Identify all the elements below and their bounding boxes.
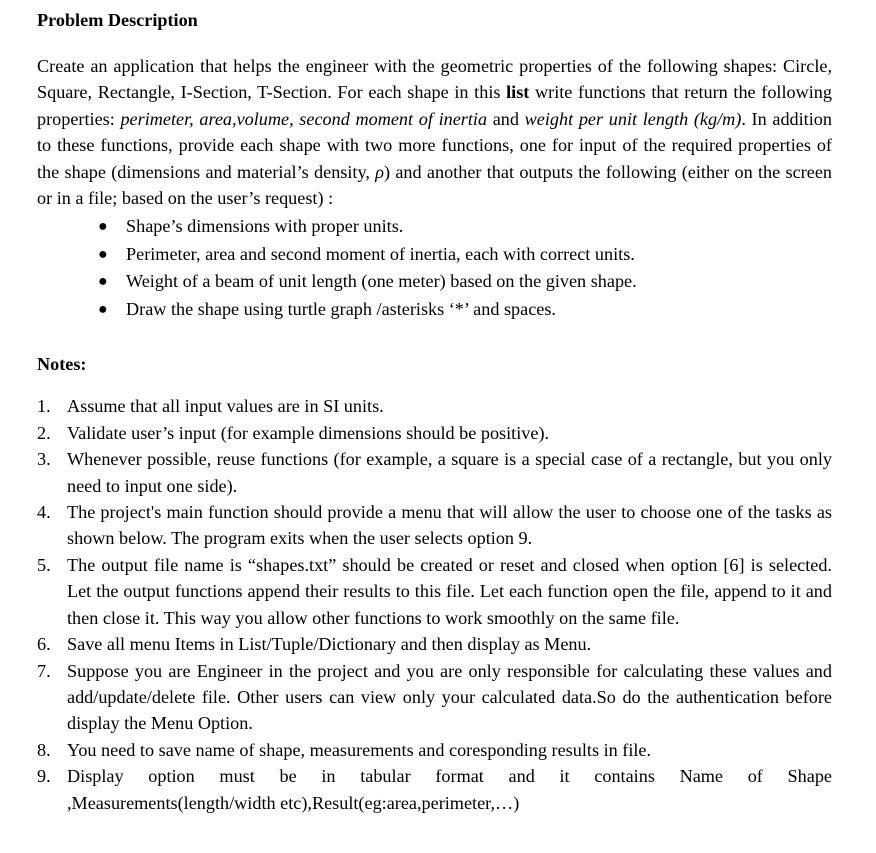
note-number: 4. [37,502,51,523]
note-number: 3. [37,449,51,470]
bullet-item [98,268,832,296]
note-item [37,499,832,552]
intro-text-5: ) and another that outputs the following (either on the screen or in a file; based on the user’s request) : [37,161,832,209]
intro-text-3: and [487,108,525,129]
note-number: 9. [37,766,51,787]
bullet-dot-icon: ● [98,245,108,263]
note-item [37,763,832,816]
bullet-item [98,241,832,269]
bullet-item [98,296,832,324]
note-number: 5. [37,554,51,575]
note-item [37,552,832,631]
note-text: The project's main function should provide a menu that will allow the user to choose one of the tasks as shown below. The program exits when the user selects option 9. [67,502,832,549]
note-item [37,393,832,419]
note-text: You need to save name of shape, measurements and coresponding results in file. [67,739,652,760]
note-item [37,658,832,737]
note-text: Save all menu Items in List/Tuple/Dictionary and then display as Menu. [67,634,592,655]
bullet-text: Shape’s dimensions with proper units. [126,216,404,237]
intro-bold-list: list [506,82,530,103]
note-item [37,631,832,657]
notes-list [37,393,832,816]
note-item [37,420,832,446]
note-text: Display option must be in tabular format and it contains Name of Shape [67,766,832,787]
notes-heading: Notes: [37,354,87,375]
note-number: 1. [37,396,51,417]
note-text: Validate user’s input (for example dimensions should be positive). [67,422,550,443]
intro-rho-symbol: ρ [375,161,384,182]
section-title: Problem Description [37,10,198,30]
note-number: 7. [37,660,51,681]
note-text-continuation: ,Measurements(length/width etc),Result(eg:area,perimeter,…) [67,792,520,813]
intro-paragraph [37,53,832,211]
note-number: 2. [37,422,51,443]
note-item [37,737,832,763]
bullet-dot-icon: ● [98,273,108,291]
bullet-dot-icon: ● [98,218,108,236]
bullet-text: Perimeter, area and second moment of inertia, each with correct units. [126,243,635,264]
note-text: Suppose you are Engineer in the project and you are only responsible for calculating these values and add/update/delete file. Other users can view only your calculated data.So do the authentication before display the Menu Option. [67,660,832,734]
output-bullet-list [37,213,832,323]
intro-text-4: . In addition to these functions, provide each shape with two more functions, one for input of the required properties of the shape (dimensions and material’s density, [37,108,832,182]
note-item [37,446,832,499]
note-text: Assume that all input values are in SI units. [67,396,384,417]
intro-text-1: Create an application that helps the engineer with the geometric properties of the following shapes: Circle, Square, Rectangle, I-Section, T-Section. For each shape in this [37,56,832,103]
note-text: The output file name is “shapes.txt” should be created or reset and closed when option [6] is selected. Let the output functions append their results to this file. Let each function open the file, append to it and then close it. This way you allow other functions to work smoothly on the same file. [67,554,832,628]
intro-text-2: write functions that return the following properties: [37,82,832,129]
note-number: 6. [37,634,51,655]
bullet-dot-icon: ● [98,300,108,318]
intro-italic-weight: weight per unit length (kg/m) [524,108,742,129]
note-text: Whenever possible, reuse functions (for example, a square is a special case of a rectangle, but you only need to input one side). [67,449,832,496]
intro-italic-properties: perimeter, area,volume, second moment of inertia [120,108,488,129]
bullet-text: Draw the shape using turtle graph /asterisks ‘*’ and spaces. [126,298,556,319]
bullet-item [98,213,832,241]
bullet-text: Weight of a beam of unit length (one meter) based on the given shape. [126,271,637,292]
note-number: 8. [37,739,51,760]
